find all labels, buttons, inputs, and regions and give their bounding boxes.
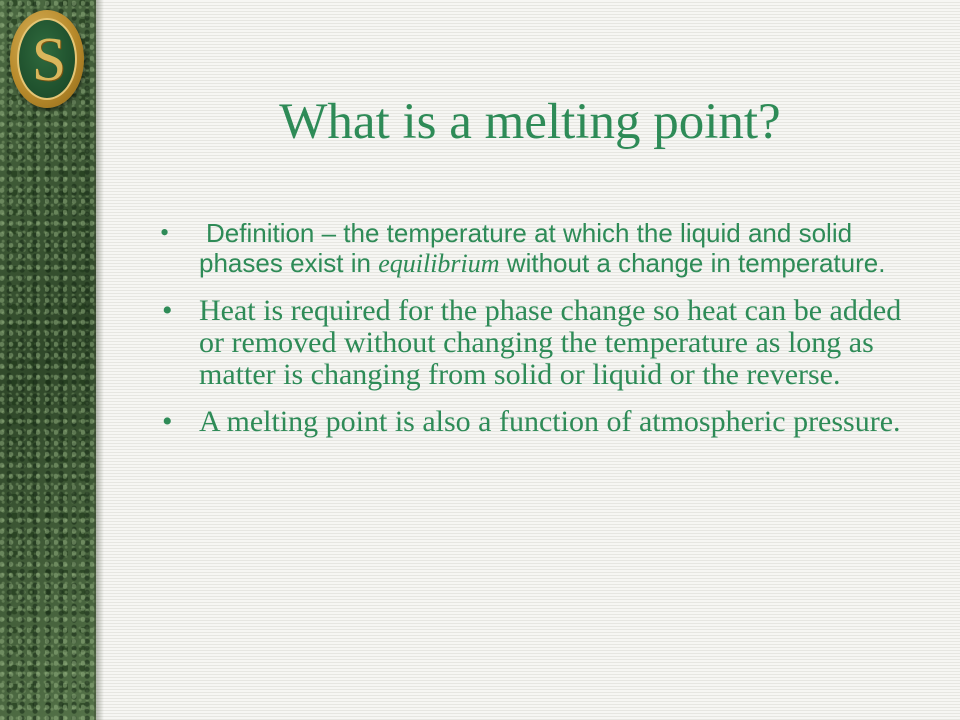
- bullet-pressure: [160, 406, 930, 438]
- logo-badge: [17, 18, 77, 100]
- sidebar-texture: [0, 0, 96, 720]
- bullet-marker: •: [162, 405, 173, 438]
- bullet-marker: •: [160, 218, 170, 247]
- bullet-text: Definition – the temperature at which the liquid and solid phases exist in: [199, 218, 853, 278]
- bullet-text: A melting point is also a function of atmospheric pressure.: [199, 405, 901, 438]
- bullet-text: without a change in temperature.: [499, 248, 886, 278]
- bullet-marker: •: [162, 294, 173, 327]
- logo-icon: [10, 10, 84, 108]
- bullet-text: Heat is required for the phase change so heat can be added or removed without changing the temperature as long as matter is changing from solid or liquid or the reverse.: [199, 294, 902, 391]
- bullet-heat: [160, 295, 930, 391]
- bullet-list: [160, 218, 930, 453]
- bullet-definition: [160, 218, 930, 279]
- bullet-emphasis: equilibrium: [378, 249, 500, 278]
- logo-letter: S: [31, 26, 67, 94]
- sidebar-divider: [94, 0, 104, 720]
- slide-title: What is a melting point?: [279, 94, 781, 150]
